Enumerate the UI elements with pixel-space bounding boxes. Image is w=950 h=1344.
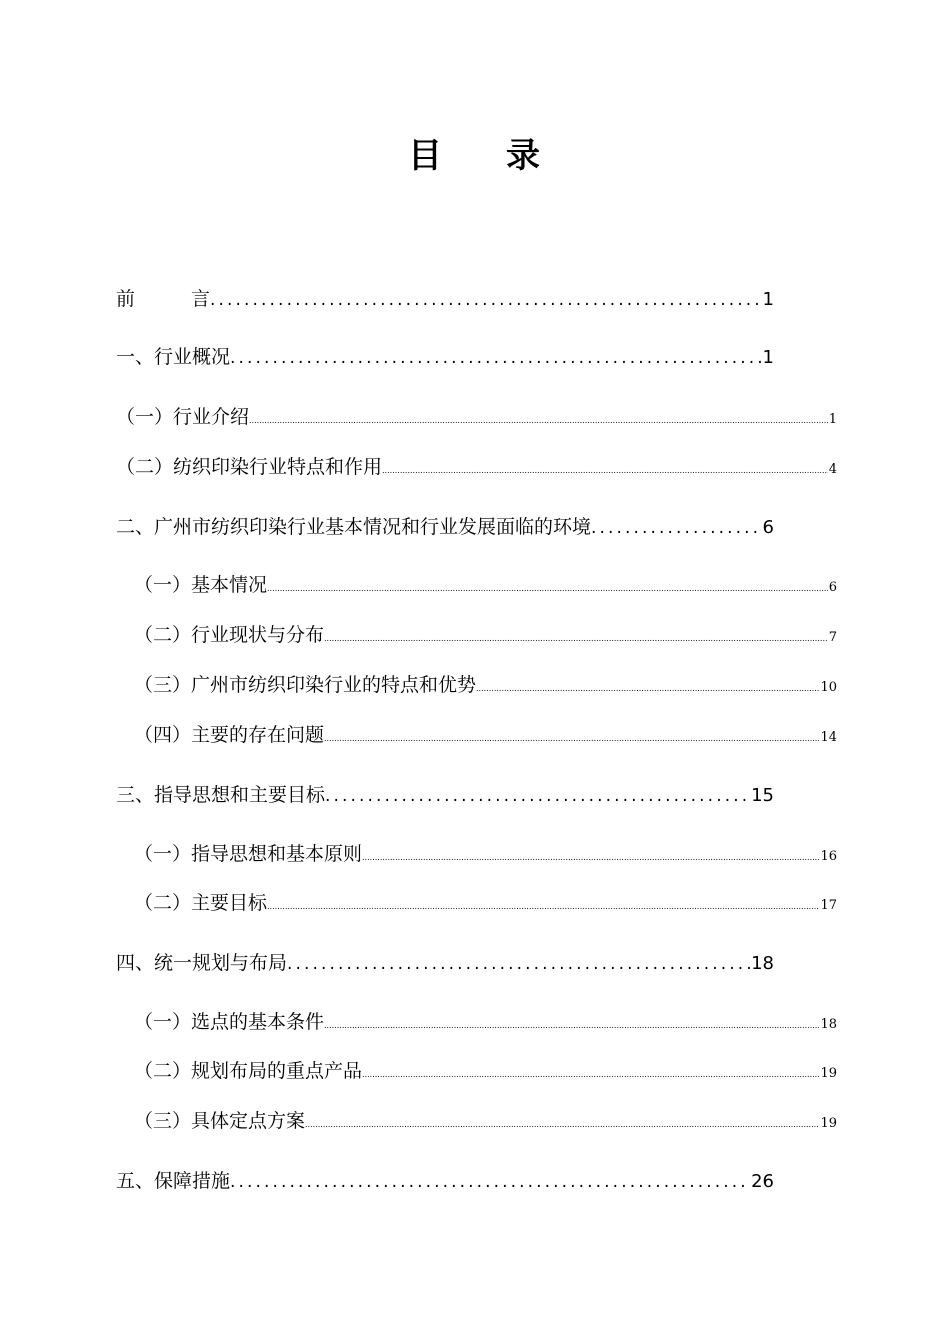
toc-label: 前: [116, 288, 136, 310]
toc-subentry[interactable]: [134, 839, 837, 866]
toc-subentry[interactable]: [134, 570, 837, 597]
dot-leader: [476, 684, 819, 693]
toc-subentry[interactable]: [116, 452, 837, 479]
toc-page-number: 7: [828, 630, 837, 645]
toc-subentry[interactable]: [134, 720, 837, 747]
toc-page-number: 1: [762, 289, 774, 310]
toc-label: （一）行业介绍: [116, 406, 250, 428]
dot-leader: [267, 584, 828, 593]
toc-entry[interactable]: [116, 948, 774, 975]
toc-label: （一）指导思想和基本原则: [134, 843, 363, 865]
title-char: 录: [506, 136, 542, 176]
toc-page-number: 4: [828, 462, 837, 477]
document-title: [0, 128, 950, 177]
toc-page-number: 1: [828, 412, 837, 427]
toc-page-number: 10: [820, 680, 837, 695]
dot-leader: [362, 853, 819, 862]
title-char: 目: [408, 136, 444, 176]
toc-label: （二）主要目标: [134, 892, 268, 914]
toc-label: 言: [191, 288, 211, 310]
toc-subentry[interactable]: [134, 1056, 837, 1083]
toc-page-number: 14: [820, 730, 837, 745]
toc-page-number: 6: [828, 580, 837, 595]
dot-leader: [230, 1172, 750, 1192]
toc-subentry[interactable]: [134, 1106, 837, 1133]
toc-label: （二）行业现状与分布: [134, 624, 325, 646]
dot-leader: [267, 902, 819, 911]
toc-label: （三）广州市纺织印染行业的特点和优势: [134, 674, 477, 696]
toc-entry[interactable]: [116, 512, 774, 539]
toc-label: （三）具体定点方案: [134, 1110, 306, 1132]
toc-label: （二）纺织印染行业特点和作用: [116, 456, 383, 478]
toc-subentry[interactable]: [134, 1007, 837, 1034]
toc-page-number: 6: [762, 517, 774, 538]
toc-page-number: 15: [751, 785, 774, 806]
toc-label: （一）选点的基本条件: [134, 1011, 325, 1033]
dot-leader: [382, 466, 828, 475]
dot-leader: [324, 734, 819, 743]
toc-entry[interactable]: [116, 342, 774, 369]
dot-leader: [362, 1070, 819, 1079]
toc-page-number: 16: [820, 849, 837, 864]
toc-page-number: 17: [820, 898, 837, 913]
dot-leader: [325, 786, 750, 806]
toc-page-number: 26: [751, 1171, 774, 1192]
dot-leader: [324, 634, 828, 643]
dot-leader: [210, 290, 762, 310]
toc-entry[interactable]: [116, 1166, 774, 1193]
dot-leader: [249, 416, 828, 425]
toc-label: （二）规划布局的重点产品: [134, 1060, 363, 1082]
dot-leader: [230, 348, 762, 368]
toc-subentry[interactable]: [116, 402, 837, 429]
toc-label: 四、统一规划与布局: [116, 952, 288, 974]
toc-label: （一）基本情况: [134, 574, 268, 596]
toc-entry[interactable]: [116, 780, 774, 807]
toc-page-number: 1: [762, 347, 774, 368]
toc-page-number: 19: [820, 1116, 837, 1131]
toc-subentry[interactable]: [134, 670, 837, 697]
dot-leader: [591, 518, 762, 538]
toc-page-number: 19: [820, 1066, 837, 1081]
toc-page-number: 18: [820, 1017, 837, 1032]
toc-label: 一、行业概况: [116, 346, 231, 368]
toc-subentry[interactable]: [134, 888, 837, 915]
dot-leader: [287, 954, 750, 974]
toc-label: 五、保障措施: [116, 1170, 231, 1192]
dot-leader: [324, 1021, 819, 1030]
toc-label: 二、广州市纺织印染行业基本情况和行业发展面临的环境: [116, 516, 592, 538]
dot-leader: [305, 1120, 819, 1129]
toc-entry-preface[interactable]: [116, 284, 774, 311]
toc-page-number: 18: [751, 953, 774, 974]
toc-label: 三、指导思想和主要目标: [116, 784, 326, 806]
toc-subentry[interactable]: [134, 620, 837, 647]
toc-label: （四）主要的存在问题: [134, 724, 325, 746]
